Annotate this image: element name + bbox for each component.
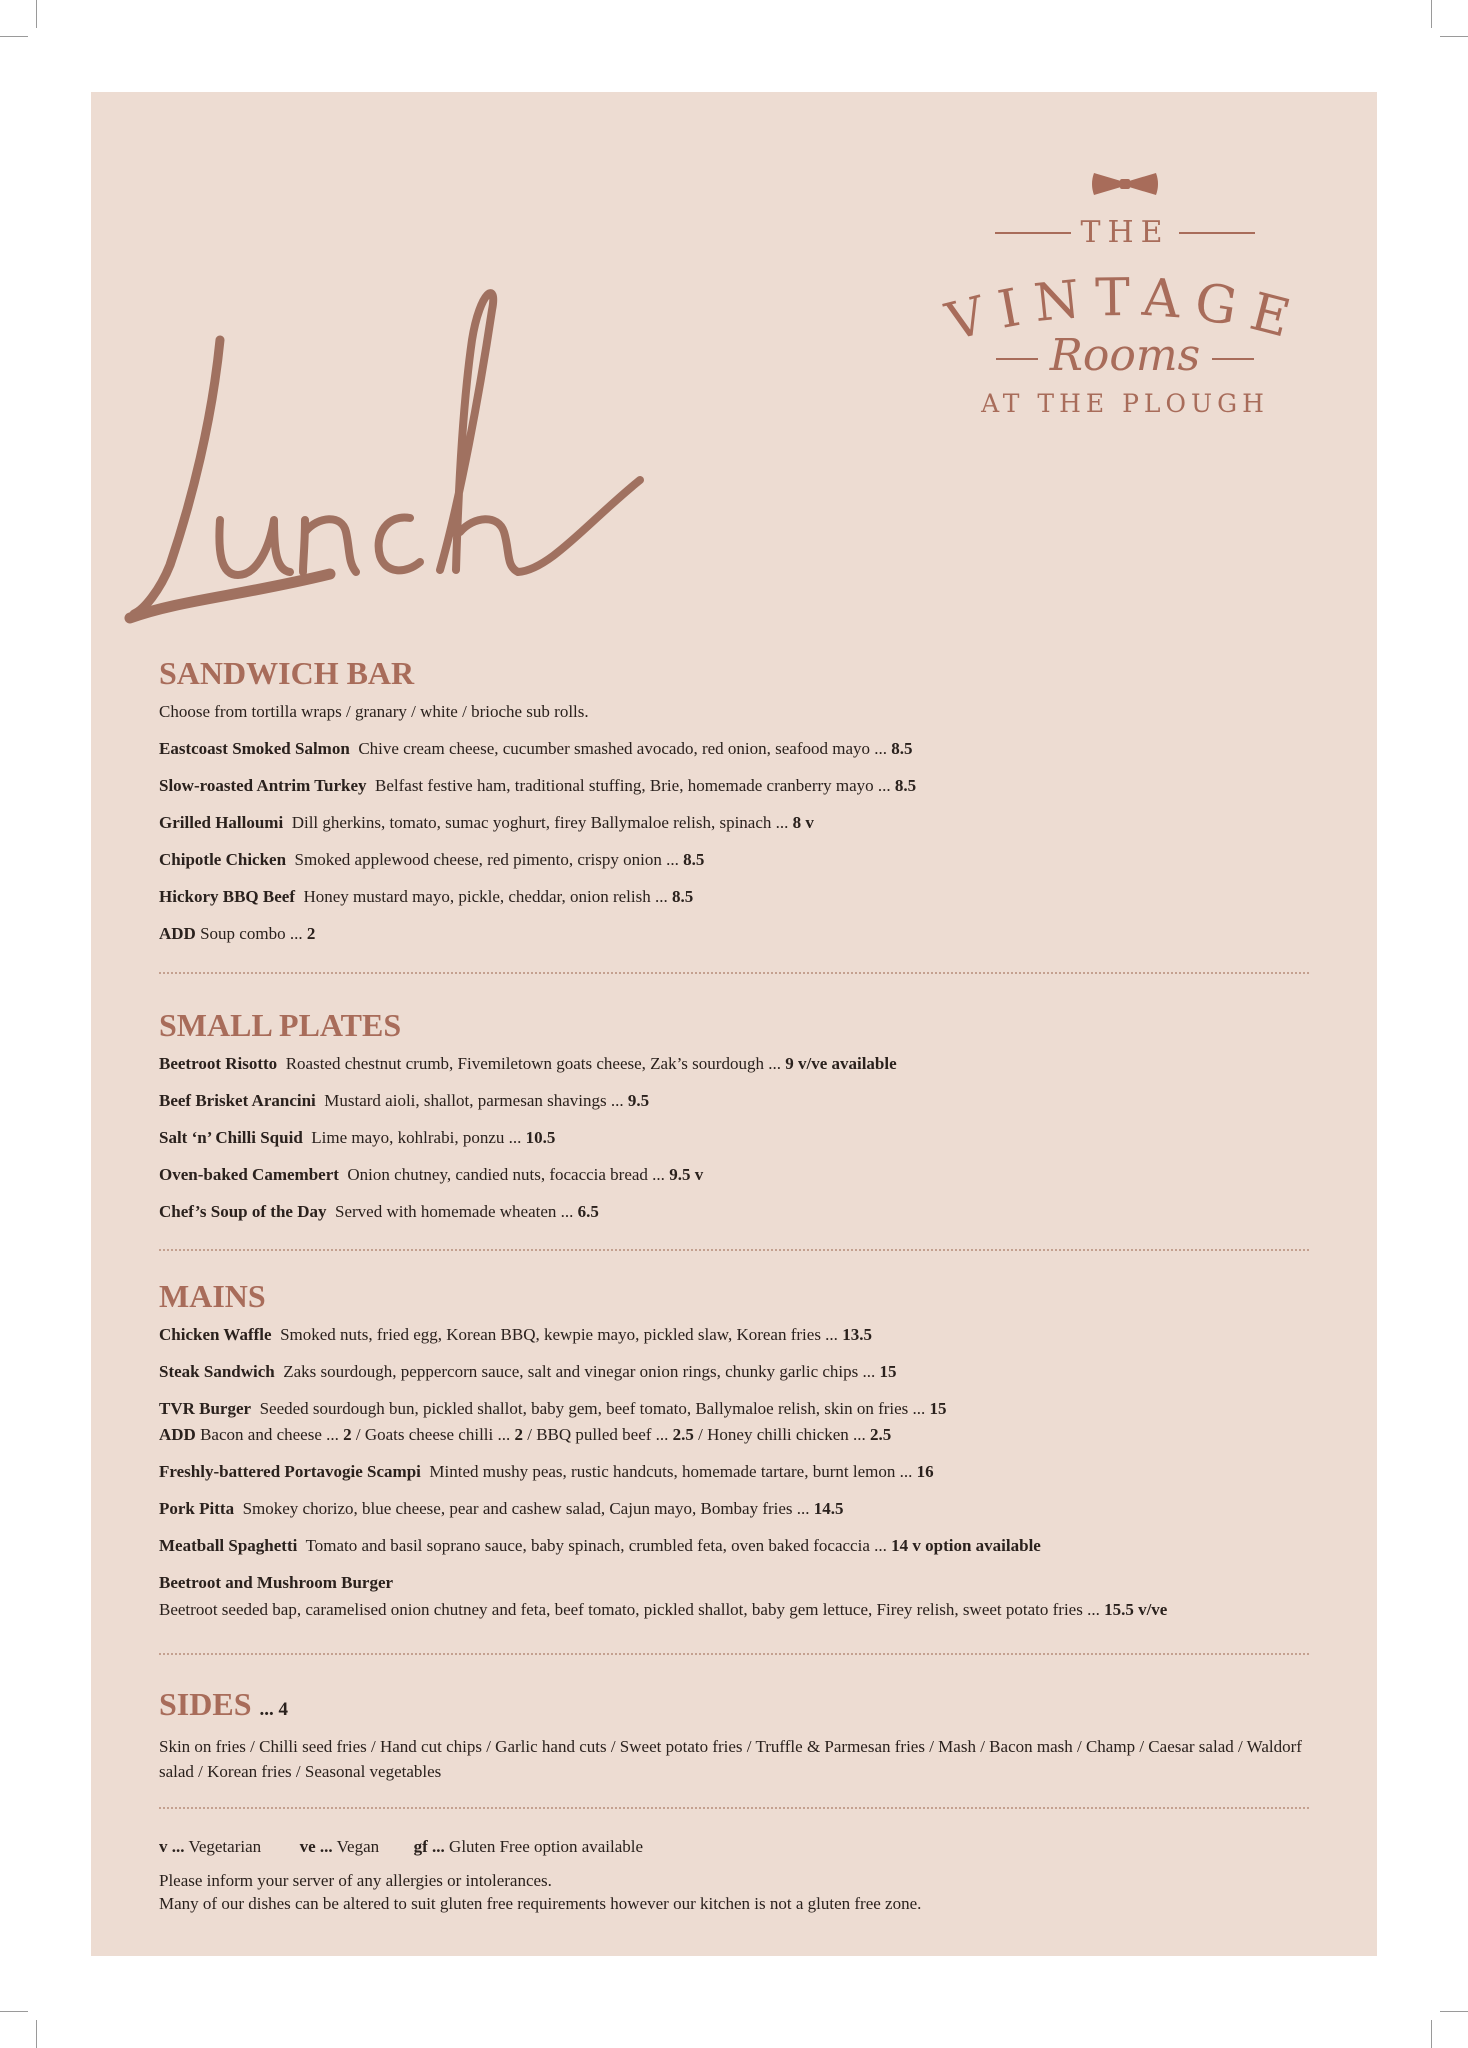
item-desc: / BBQ pulled beef ... (527, 1425, 669, 1444)
crop-mark (1431, 0, 1432, 28)
item-price: 8.5 (672, 887, 694, 906)
item-price: 8.5 (891, 739, 913, 758)
key-ve-label: Vegan (336, 1837, 380, 1856)
section-divider (159, 1807, 1309, 1809)
section-divider (159, 1249, 1309, 1251)
key-v-label: Vegetarian (188, 1837, 262, 1856)
dietary-key (159, 1836, 1309, 1915)
item-price: 6.5 (577, 1202, 599, 1221)
item-desc: Served with homemade wheaten ... (335, 1202, 574, 1221)
item-name: Beetroot and Mushroom Burger (159, 1573, 394, 1592)
section-sides (159, 1686, 1309, 1784)
menu-item (159, 1398, 1309, 1420)
add-label: ADD (159, 1425, 196, 1444)
sandwich-intro: Choose from tortilla wraps / granary / white / brioche sub rolls. (159, 702, 589, 721)
menu-item (159, 1498, 1309, 1520)
item-name: Chipotle Chicken (159, 850, 287, 869)
crop-mark (1431, 2020, 1432, 2048)
menu-item (159, 1053, 1309, 1075)
item-price: 13.5 (842, 1325, 872, 1344)
item-desc: Bacon and cheese ... (200, 1425, 339, 1444)
menu-item (159, 1090, 1309, 1112)
item-price: 15 (929, 1399, 947, 1418)
sides-title: SIDES (159, 1686, 252, 1722)
item-name: Hickory BBQ Beef (159, 887, 295, 906)
logo-rooms-text: Rooms (1049, 330, 1201, 381)
section-title: MAINS (159, 1278, 266, 1314)
menu-item (159, 775, 1309, 797)
key-v-code: v ... (159, 1837, 185, 1856)
item-desc: Mustard aioli, shallot, parmesan shavings ... (324, 1091, 624, 1110)
item-desc: Smokey chorizo, blue cheese, pear and cashew salad, Cajun mayo, Bombay fries ... (242, 1499, 810, 1518)
item-price: 14 v option available (891, 1536, 1041, 1555)
menu-item (159, 1461, 1309, 1483)
item-price: 10.5 (525, 1128, 556, 1147)
menu-item (159, 738, 1309, 760)
item-name: Beetroot Risotto (159, 1054, 278, 1073)
menu-item (159, 886, 1309, 908)
crop-mark (0, 2011, 28, 2012)
item-price: 9.5 v (669, 1165, 704, 1184)
item-desc: / Honey chilli chicken ... (698, 1425, 866, 1444)
logo-rooms (990, 330, 1260, 386)
item-name: Chef’s Soup of the Day (159, 1202, 327, 1221)
item-name: Grilled Halloumi (159, 813, 284, 832)
item-desc: Roasted chestnut crumb, Fivemiletown goats cheese, Zak’s sourdough ... (285, 1054, 781, 1073)
menu-item-add (159, 923, 1309, 945)
gluten-note: Many of our dishes can be altered to suit gluten free requirements however our kitchen is not a gluten free zone. (159, 1894, 922, 1913)
key-ve-code: ve ... (299, 1837, 333, 1856)
item-name: Freshly-battered Portavogie Scampi (159, 1462, 421, 1481)
item-name: Eastcoast Smoked Salmon (159, 739, 350, 758)
item-name: Salt ‘n’ Chilli Squid (159, 1128, 303, 1147)
key-gf-label: Gluten Free option available (449, 1837, 644, 1856)
item-name: Slow-roasted Antrim Turkey (159, 776, 367, 795)
item-desc: / Goats cheese chilli ... (355, 1425, 511, 1444)
item-price: 9.5 (627, 1091, 650, 1110)
menu-item (159, 1164, 1309, 1186)
logo-at-the-plough: AT THE PLOUGH (981, 389, 1269, 418)
item-desc: Lime mayo, kohlrabi, ponzu ... (311, 1128, 522, 1147)
item-name: Steak Sandwich (159, 1362, 275, 1381)
item-price: 2 (306, 924, 316, 943)
item-name: Oven-baked Camembert (159, 1165, 339, 1184)
item-price: 14.5 (813, 1499, 844, 1518)
key-gf-code: gf ... (413, 1837, 445, 1856)
key-line (159, 1836, 1309, 1858)
section-divider (159, 972, 1309, 974)
logo-the (995, 212, 1255, 252)
bowtie-icon (1090, 170, 1160, 198)
menu-item (159, 812, 1309, 834)
crop-mark (36, 0, 37, 28)
menu-item (159, 1361, 1309, 1383)
add-label: ADD (159, 924, 196, 943)
menu-item (159, 1535, 1309, 1557)
allergy-note: Please inform your server of any allergies or intolerances. (159, 1871, 552, 1890)
crop-mark (0, 36, 28, 37)
section-title (159, 1686, 1309, 1728)
section-title: SMALL PLATES (159, 1007, 402, 1043)
item-name: Chicken Waffle (159, 1325, 272, 1344)
item-desc: Minted mushy peas, rustic handcuts, homemade tartare, burnt lemon ... (429, 1462, 913, 1481)
crop-mark (36, 2020, 37, 2048)
item-desc: Soup combo ... (200, 924, 303, 943)
item-desc: Dill gherkins, tomato, sumac yoghurt, firey Ballymaloe relish, spinach ... (291, 813, 789, 832)
item-desc: Chive cream cheese, cucumber smashed avocado, red onion, seafood mayo ... (358, 739, 888, 758)
item-price: 2.5 (870, 1425, 892, 1444)
menu-item (159, 1201, 1309, 1223)
item-price: 16 (916, 1462, 934, 1481)
item-price: 9 v/ve available (785, 1054, 897, 1073)
item-price: 2 (514, 1425, 523, 1444)
section-mains (159, 1278, 1309, 1621)
menu-item (159, 1127, 1309, 1149)
item-name: TVR Burger (159, 1399, 252, 1418)
item-desc: Tomato and basil soprano sauce, baby spinach, crumbled feta, oven baked focaccia ... (305, 1536, 887, 1555)
item-desc: Smoked applewood cheese, red pimento, crispy onion ... (294, 850, 679, 869)
menu-item-name (159, 1572, 1309, 1594)
item-desc: Honey mustard mayo, pickle, cheddar, onion relish ... (303, 887, 668, 906)
menu-item (159, 1324, 1309, 1346)
item-desc: Belfast festive ham, traditional stuffing, Brie, homemade cranberry mayo ... (375, 776, 891, 795)
section-sandwich-bar (159, 655, 1309, 945)
item-desc: Smoked nuts, fried egg, Korean BBQ, kewpie mayo, pickled slaw, Korean fries ... (280, 1325, 838, 1344)
sides-price: ... 4 (259, 1699, 288, 1720)
logo-the-text: THE (1080, 215, 1170, 250)
menu-item-add (159, 1424, 1309, 1446)
item-name: Pork Pitta (159, 1499, 235, 1518)
item-price: 2.5 (672, 1425, 694, 1444)
menu-item-desc (159, 1599, 1309, 1621)
crop-mark (1440, 36, 1468, 37)
item-price: 15 (879, 1362, 897, 1381)
item-name: Meatball Spaghetti (159, 1536, 298, 1555)
sides-list: Skin on fries / Chilli seed fries / Hand cut chips / Garlic hand cuts / Sweet potato fries / Truffle & Parmesan fries / Mash / Bacon mash / Champ / Caesar salad / Waldorf salad / Korean fries / Seasonal vegetables (159, 1737, 1302, 1781)
section-divider (159, 1653, 1309, 1655)
item-desc: Zaks sourdough, peppercorn sauce, salt and vinegar onion rings, chunky garlic chips ... (283, 1362, 876, 1381)
crop-mark (1440, 2011, 1468, 2012)
item-name: Beef Brisket Arancini (159, 1091, 316, 1110)
item-desc: Seeded sourdough bun, pickled shallot, baby gem, beef tomato, Ballymaloe relish, skin on fries ... (259, 1399, 926, 1418)
item-price: 8.5 (894, 776, 917, 795)
item-price: 8 v (792, 813, 814, 832)
section-small-plates (159, 1007, 1309, 1223)
section-title: SANDWICH BAR (159, 655, 415, 691)
item-desc: Beetroot seeded bap, caramelised onion chutney and feta, beef tomato, pickled shallot, baby gem lettuce, Firey relish, sweet potato fries ... (159, 1600, 1100, 1619)
logo-vintage-text: VINTAGE (940, 270, 1310, 354)
item-price: 15.5 v/ve (1104, 1600, 1168, 1619)
item-desc: Onion chutney, candied nuts, focaccia bread ... (347, 1165, 665, 1184)
menu-item (159, 849, 1309, 871)
lunch-heading (120, 270, 680, 650)
item-price: 2 (343, 1425, 352, 1444)
item-price: 8.5 (683, 850, 705, 869)
